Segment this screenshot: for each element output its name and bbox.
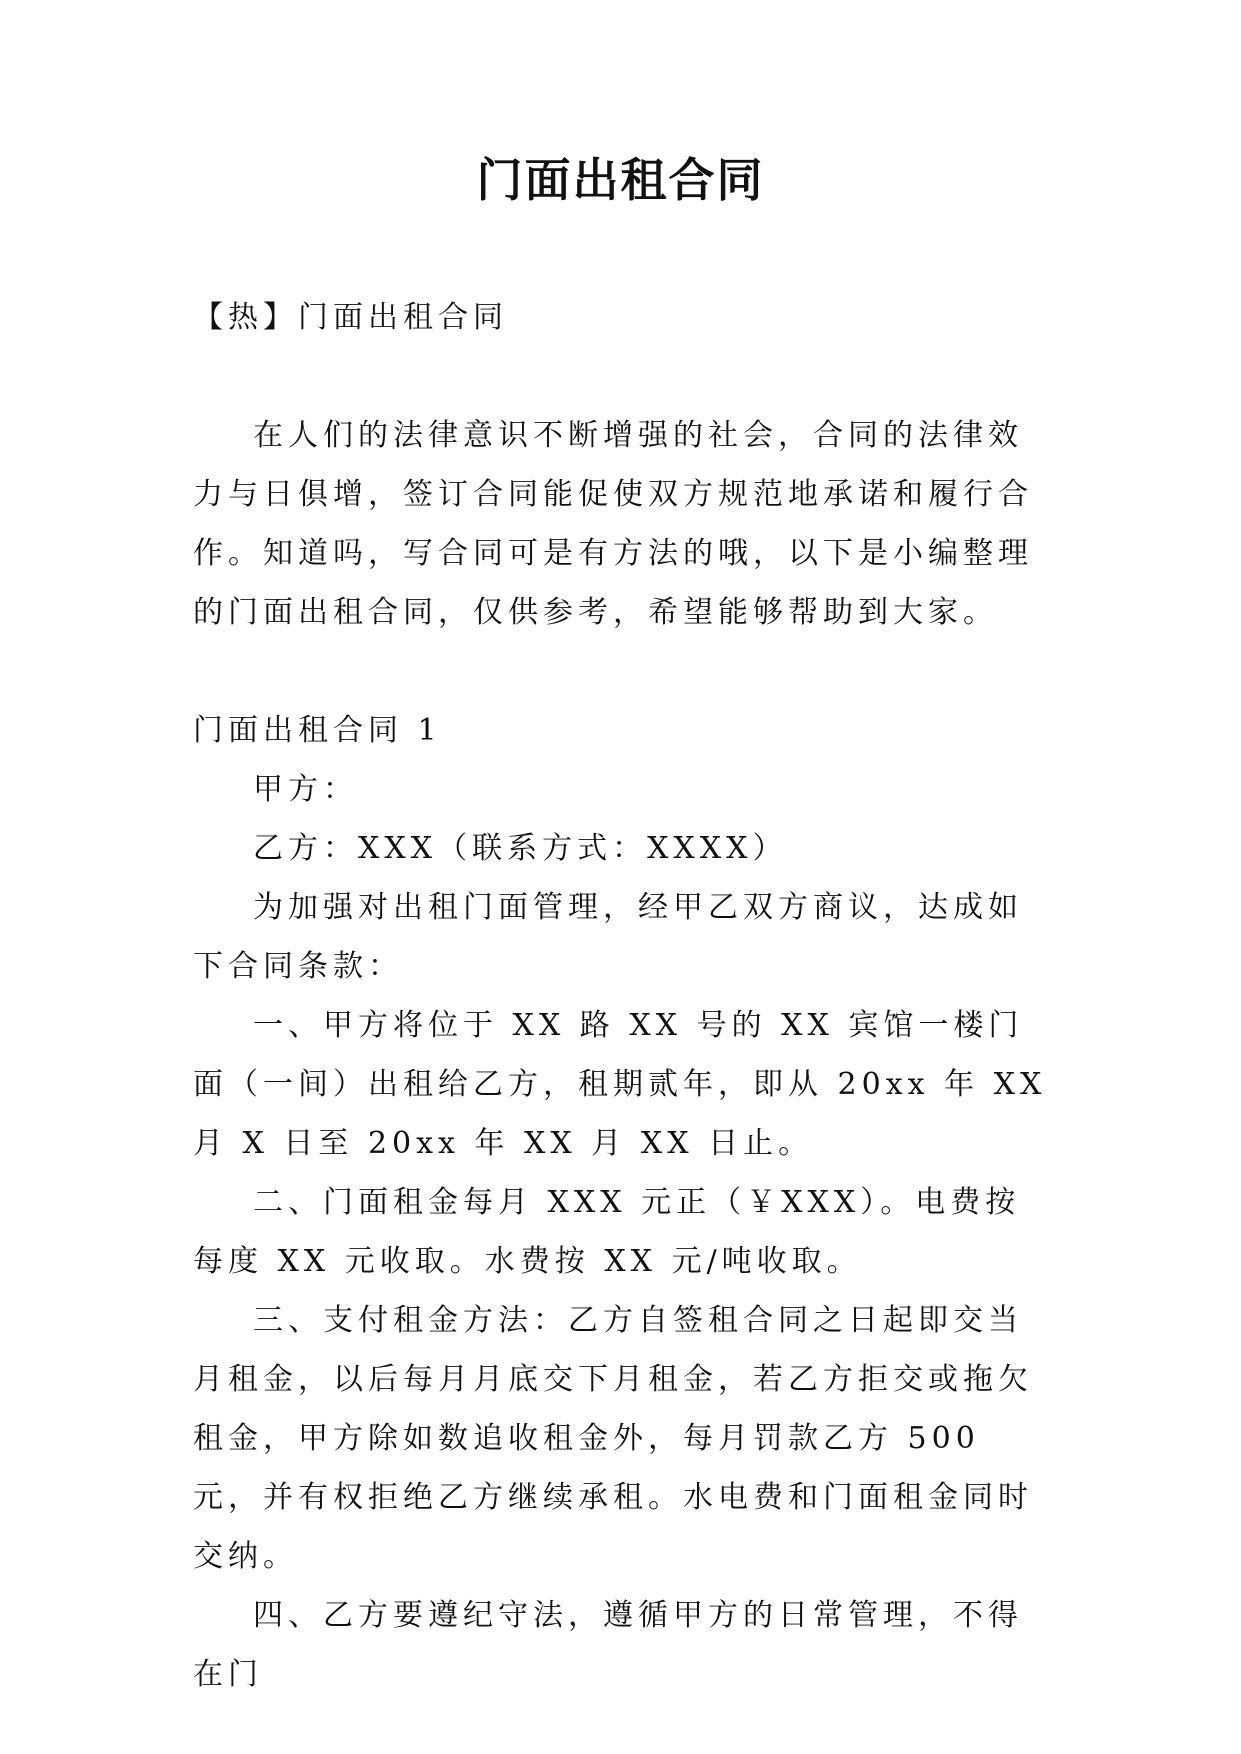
document-subtitle: 【热】门面出租合同 (193, 300, 508, 335)
document-body (193, 288, 1053, 1704)
clause-1: 一、甲方将位于 XX 路 XX 号的 XX 宾馆一楼门面（一间）出租给乙方，租期贰年，即从 20xx 年 XX 月 X 日至 20xx 年 XX 月 XX 日止。 (193, 1008, 1047, 1161)
document-title: 门面出租合同 (476, 153, 765, 207)
preamble-paragraph: 为加强对出租门面管理，经甲乙双方商议，达成如下合同条款： (193, 890, 1023, 984)
clause-4: 四、乙方要遵纪守法，遵循甲方的日常管理，不得在门 (193, 1598, 1023, 1692)
party-a-line: 甲方： (253, 772, 358, 807)
intro-paragraph: 在人们的法律意识不断增强的社会，合同的法律效力与日俱增，签订合同能促使双方规范地承诺和履行合作。知道吗，写合同可是有方法的哦，以下是小编整理的门面出租合同，仅供参考，希望能够帮助到大家。 (193, 418, 1033, 630)
section-heading: 门面出租合同 1 (193, 713, 442, 748)
clause-3: 三、支付租金方法：乙方自签租合同之日起即交当月租金，以后每月月底交下月租金，若乙方拒交或拖欠租金，甲方除如数追收租金外，每月罚款乙方 500 元，并有权拒绝乙方继续承租。水电费和门面租金同时交纳。 (193, 1303, 1033, 1574)
party-b-line: 乙方：XXX（联系方式：XXXX） (253, 831, 788, 866)
clause-2: 二、门面租金每月 XXX 元正（￥XXX）。电费按每度 XX 元收取。水费按 XX 元/吨收取。 (193, 1185, 1021, 1279)
